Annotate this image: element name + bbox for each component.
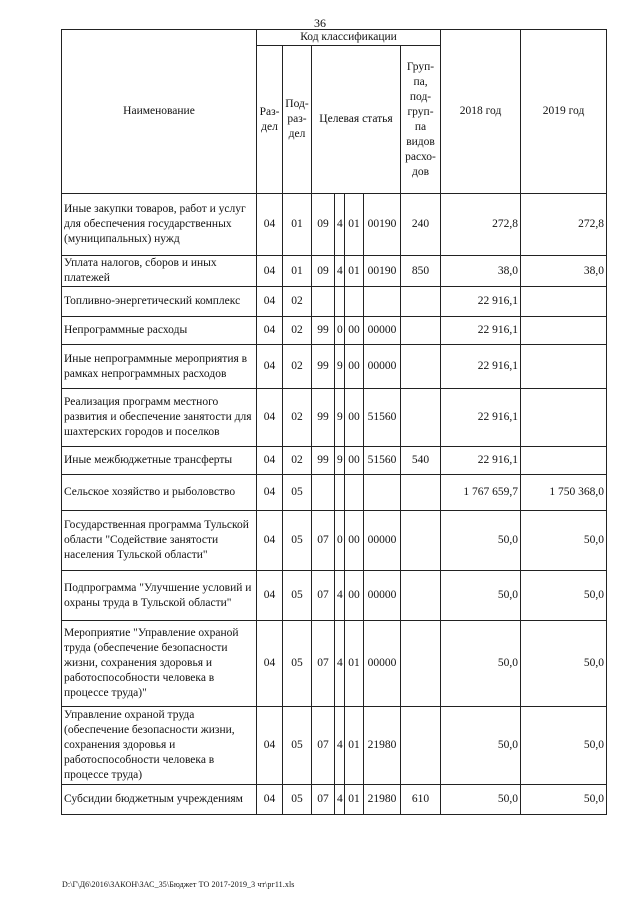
row-amount-2019: 50,0 [521, 511, 607, 571]
row-amount-2019: 50,0 [521, 707, 607, 785]
row-name: Мероприятие "Управление охраной труда (обеспечение безопасности жизни, сохранения здоровья и работоспособности человека в процессе труда)" [62, 621, 257, 707]
row-amount-2018: 22 916,1 [441, 317, 521, 345]
header-year-2018: 2018 год [441, 30, 521, 194]
row-name: Сельское хозяйство и рыболовство [62, 475, 257, 511]
row-amount-2019: 272,8 [521, 194, 607, 256]
row-amount-2018: 50,0 [441, 621, 521, 707]
table-row [62, 511, 607, 571]
row-target-program: 07 [312, 621, 335, 707]
row-podrazdel: 02 [283, 317, 312, 345]
row-razdel: 04 [257, 621, 283, 707]
table-row [62, 475, 607, 511]
row-target-event: 00 [345, 345, 364, 389]
header-name: Наименование [62, 30, 257, 194]
row-expense-type [401, 389, 441, 447]
row-razdel: 04 [257, 317, 283, 345]
row-amount-2019: 38,0 [521, 256, 607, 287]
row-razdel: 04 [257, 571, 283, 621]
row-target-direction [364, 475, 401, 511]
header-expense-group: Груп- па, под- груп- па видов расхо- дов [401, 46, 441, 194]
row-target-event: 01 [345, 194, 364, 256]
header-razdel: Раз- дел [257, 46, 283, 194]
row-name: Субсидии бюджетным учреждениям [62, 785, 257, 815]
row-expense-type [401, 345, 441, 389]
row-podrazdel: 02 [283, 287, 312, 317]
row-amount-2019: 1 750 368,0 [521, 475, 607, 511]
budget-table [61, 29, 607, 815]
row-target-direction: 51560 [364, 389, 401, 447]
row-razdel: 04 [257, 194, 283, 256]
row-name: Иные непрограммные мероприятия в рамках непрограммных расходов [62, 345, 257, 389]
row-razdel: 04 [257, 447, 283, 475]
row-expense-type [401, 571, 441, 621]
row-target-event: 00 [345, 447, 364, 475]
row-podrazdel: 05 [283, 511, 312, 571]
row-expense-type [401, 621, 441, 707]
row-name: Государственная программа Тульской области "Содействие занятости населения Тульской области" [62, 511, 257, 571]
row-target-subprogram: 4 [335, 707, 345, 785]
row-target-event: 01 [345, 621, 364, 707]
row-target-direction: 00000 [364, 511, 401, 571]
row-amount-2018: 50,0 [441, 785, 521, 815]
row-razdel: 04 [257, 287, 283, 317]
row-target-subprogram [335, 287, 345, 317]
table-row [62, 287, 607, 317]
header-classification-code: Код классификации [257, 30, 441, 46]
row-amount-2018: 22 916,1 [441, 287, 521, 317]
row-amount-2018: 1 767 659,7 [441, 475, 521, 511]
row-name: Уплата налогов, сборов и иных платежей [62, 256, 257, 287]
row-target-subprogram: 9 [335, 447, 345, 475]
row-amount-2018: 50,0 [441, 707, 521, 785]
row-target-event: 01 [345, 785, 364, 815]
row-target-direction [364, 287, 401, 317]
row-expense-type: 540 [401, 447, 441, 475]
row-target-program: 07 [312, 707, 335, 785]
row-amount-2018: 22 916,1 [441, 447, 521, 475]
row-razdel: 04 [257, 511, 283, 571]
row-name: Управление охраной труда (обеспечение безопасности жизни, сохранения здоровья и работоспособности человека в процессе труда) [62, 707, 257, 785]
row-name: Подпрограмма "Улучшение условий и охраны труда в Тульской области" [62, 571, 257, 621]
row-razdel: 04 [257, 345, 283, 389]
row-target-subprogram: 4 [335, 571, 345, 621]
row-podrazdel: 05 [283, 571, 312, 621]
row-expense-type [401, 475, 441, 511]
row-target-direction: 51560 [364, 447, 401, 475]
row-target-subprogram [335, 475, 345, 511]
row-expense-type: 610 [401, 785, 441, 815]
row-razdel: 04 [257, 256, 283, 287]
row-target-subprogram: 4 [335, 256, 345, 287]
table-row [62, 785, 607, 815]
row-name: Непрограммные расходы [62, 317, 257, 345]
row-target-subprogram: 4 [335, 621, 345, 707]
row-expense-type: 850 [401, 256, 441, 287]
row-podrazdel: 05 [283, 707, 312, 785]
row-target-direction: 00190 [364, 256, 401, 287]
row-target-event: 00 [345, 571, 364, 621]
row-target-direction: 00000 [364, 317, 401, 345]
row-amount-2018: 22 916,1 [441, 389, 521, 447]
row-amount-2019: 50,0 [521, 571, 607, 621]
table-row [62, 571, 607, 621]
row-name: Реализация программ местного развития и обеспечение занятости для шахтерских городов и поселков [62, 389, 257, 447]
row-amount-2019 [521, 447, 607, 475]
row-target-direction: 00000 [364, 345, 401, 389]
table-row [62, 317, 607, 345]
header-podrazdel: Под- раз- дел [283, 46, 312, 194]
row-target-program: 99 [312, 389, 335, 447]
row-podrazdel: 02 [283, 447, 312, 475]
row-podrazdel: 02 [283, 389, 312, 447]
row-name: Топливно-энергетический комплекс [62, 287, 257, 317]
row-target-subprogram: 4 [335, 785, 345, 815]
table-row [62, 389, 607, 447]
table-row [62, 621, 607, 707]
header-target-article: Целевая статья [312, 46, 401, 194]
row-target-program [312, 287, 335, 317]
row-target-program: 09 [312, 256, 335, 287]
row-amount-2018: 38,0 [441, 256, 521, 287]
row-podrazdel: 01 [283, 256, 312, 287]
row-amount-2019 [521, 287, 607, 317]
row-podrazdel: 05 [283, 475, 312, 511]
table-row [62, 256, 607, 287]
row-name: Иные межбюджетные трансферты [62, 447, 257, 475]
table-row [62, 194, 607, 256]
row-target-direction: 21980 [364, 707, 401, 785]
row-expense-type [401, 317, 441, 345]
row-target-program: 07 [312, 511, 335, 571]
row-razdel: 04 [257, 785, 283, 815]
row-target-subprogram: 9 [335, 389, 345, 447]
row-expense-type [401, 707, 441, 785]
row-target-subprogram: 4 [335, 194, 345, 256]
row-amount-2018: 50,0 [441, 571, 521, 621]
row-target-direction: 21980 [364, 785, 401, 815]
row-target-subprogram: 0 [335, 317, 345, 345]
row-target-program: 99 [312, 345, 335, 389]
row-target-subprogram: 9 [335, 345, 345, 389]
row-target-direction: 00000 [364, 621, 401, 707]
row-razdel: 04 [257, 475, 283, 511]
row-target-event: 00 [345, 511, 364, 571]
row-target-event: 00 [345, 389, 364, 447]
row-target-program: 99 [312, 317, 335, 345]
row-podrazdel: 02 [283, 345, 312, 389]
row-podrazdel: 05 [283, 621, 312, 707]
row-expense-type [401, 287, 441, 317]
row-amount-2019: 50,0 [521, 621, 607, 707]
row-target-event: 01 [345, 256, 364, 287]
row-target-event: 01 [345, 707, 364, 785]
row-target-direction: 00190 [364, 194, 401, 256]
row-target-subprogram: 0 [335, 511, 345, 571]
row-target-program: 07 [312, 785, 335, 815]
row-expense-type: 240 [401, 194, 441, 256]
table-row [62, 447, 607, 475]
row-target-program: 99 [312, 447, 335, 475]
header-year-2019: 2019 год [521, 30, 607, 194]
row-podrazdel: 01 [283, 194, 312, 256]
row-amount-2018: 50,0 [441, 511, 521, 571]
file-path-footer: D:\Г\Д6\2016\ЗАКОН\ЗАС_35\Бюджет ТО 2017-2019_3 чт\рг11.xls [62, 880, 295, 889]
row-razdel: 04 [257, 707, 283, 785]
row-amount-2018: 272,8 [441, 194, 521, 256]
row-razdel: 04 [257, 389, 283, 447]
row-amount-2019 [521, 345, 607, 389]
row-target-event: 00 [345, 317, 364, 345]
row-amount-2019 [521, 317, 607, 345]
row-name: Иные закупки товаров, работ и услуг для обеспечения государственных (муниципальных) нужд [62, 194, 257, 256]
page-number: 36 [314, 16, 326, 30]
row-target-program: 09 [312, 194, 335, 256]
row-amount-2019: 50,0 [521, 785, 607, 815]
table-row [62, 707, 607, 785]
row-target-program: 07 [312, 571, 335, 621]
row-target-direction: 00000 [364, 571, 401, 621]
row-amount-2019 [521, 389, 607, 447]
row-target-event [345, 287, 364, 317]
row-target-program [312, 475, 335, 511]
row-expense-type [401, 511, 441, 571]
table-row [62, 345, 607, 389]
row-target-event [345, 475, 364, 511]
row-amount-2018: 22 916,1 [441, 345, 521, 389]
row-podrazdel: 05 [283, 785, 312, 815]
